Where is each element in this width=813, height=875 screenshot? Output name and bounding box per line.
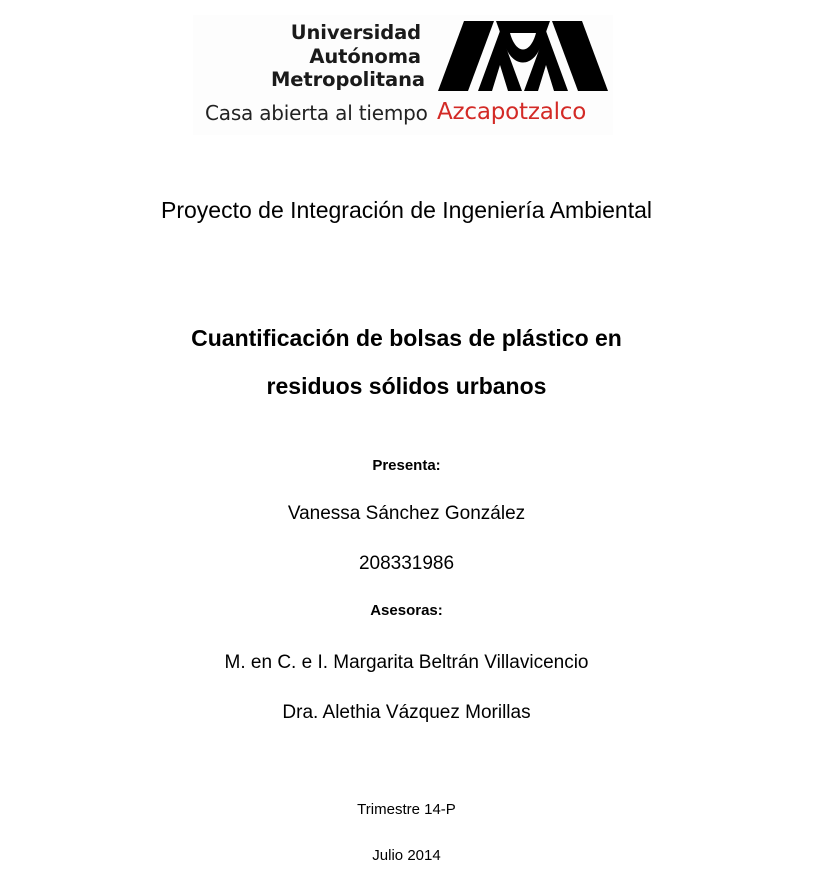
university-name-line-2: Autónoma	[309, 44, 421, 68]
university-name-line-3: Metropolitana	[271, 68, 425, 91]
university-name-line-1: Universidad	[290, 21, 421, 44]
asesoras-label: Asesoras:	[370, 602, 443, 619]
advisor-1: M. en C. e I. Margarita Beltrán Villavicencio	[224, 652, 589, 673]
university-logo	[193, 15, 613, 135]
university-name	[271, 21, 425, 92]
title-line-2: residuos sólidos urbanos	[266, 373, 547, 399]
term: Trimestre 14-P	[357, 801, 456, 818]
campus-name: Azcapotzalco	[437, 99, 587, 125]
author-name: Vanessa Sánchez González	[287, 503, 526, 524]
program-name: Proyecto de Integración de Ingeniería Ambiental	[161, 197, 652, 223]
presenta-label: Presenta:	[372, 457, 441, 474]
document-title	[0, 314, 813, 410]
university-slogan: Casa abierta al tiempo	[205, 101, 428, 125]
advisor-2: Dra. Alethia Vázquez Morillas	[282, 702, 531, 723]
date: Julio 2014	[372, 847, 441, 864]
title-line-1: Cuantificación de bolsas de plástico en	[191, 325, 622, 351]
student-id: 208331986	[358, 553, 455, 574]
uam-logo-mark-icon	[438, 21, 608, 91]
